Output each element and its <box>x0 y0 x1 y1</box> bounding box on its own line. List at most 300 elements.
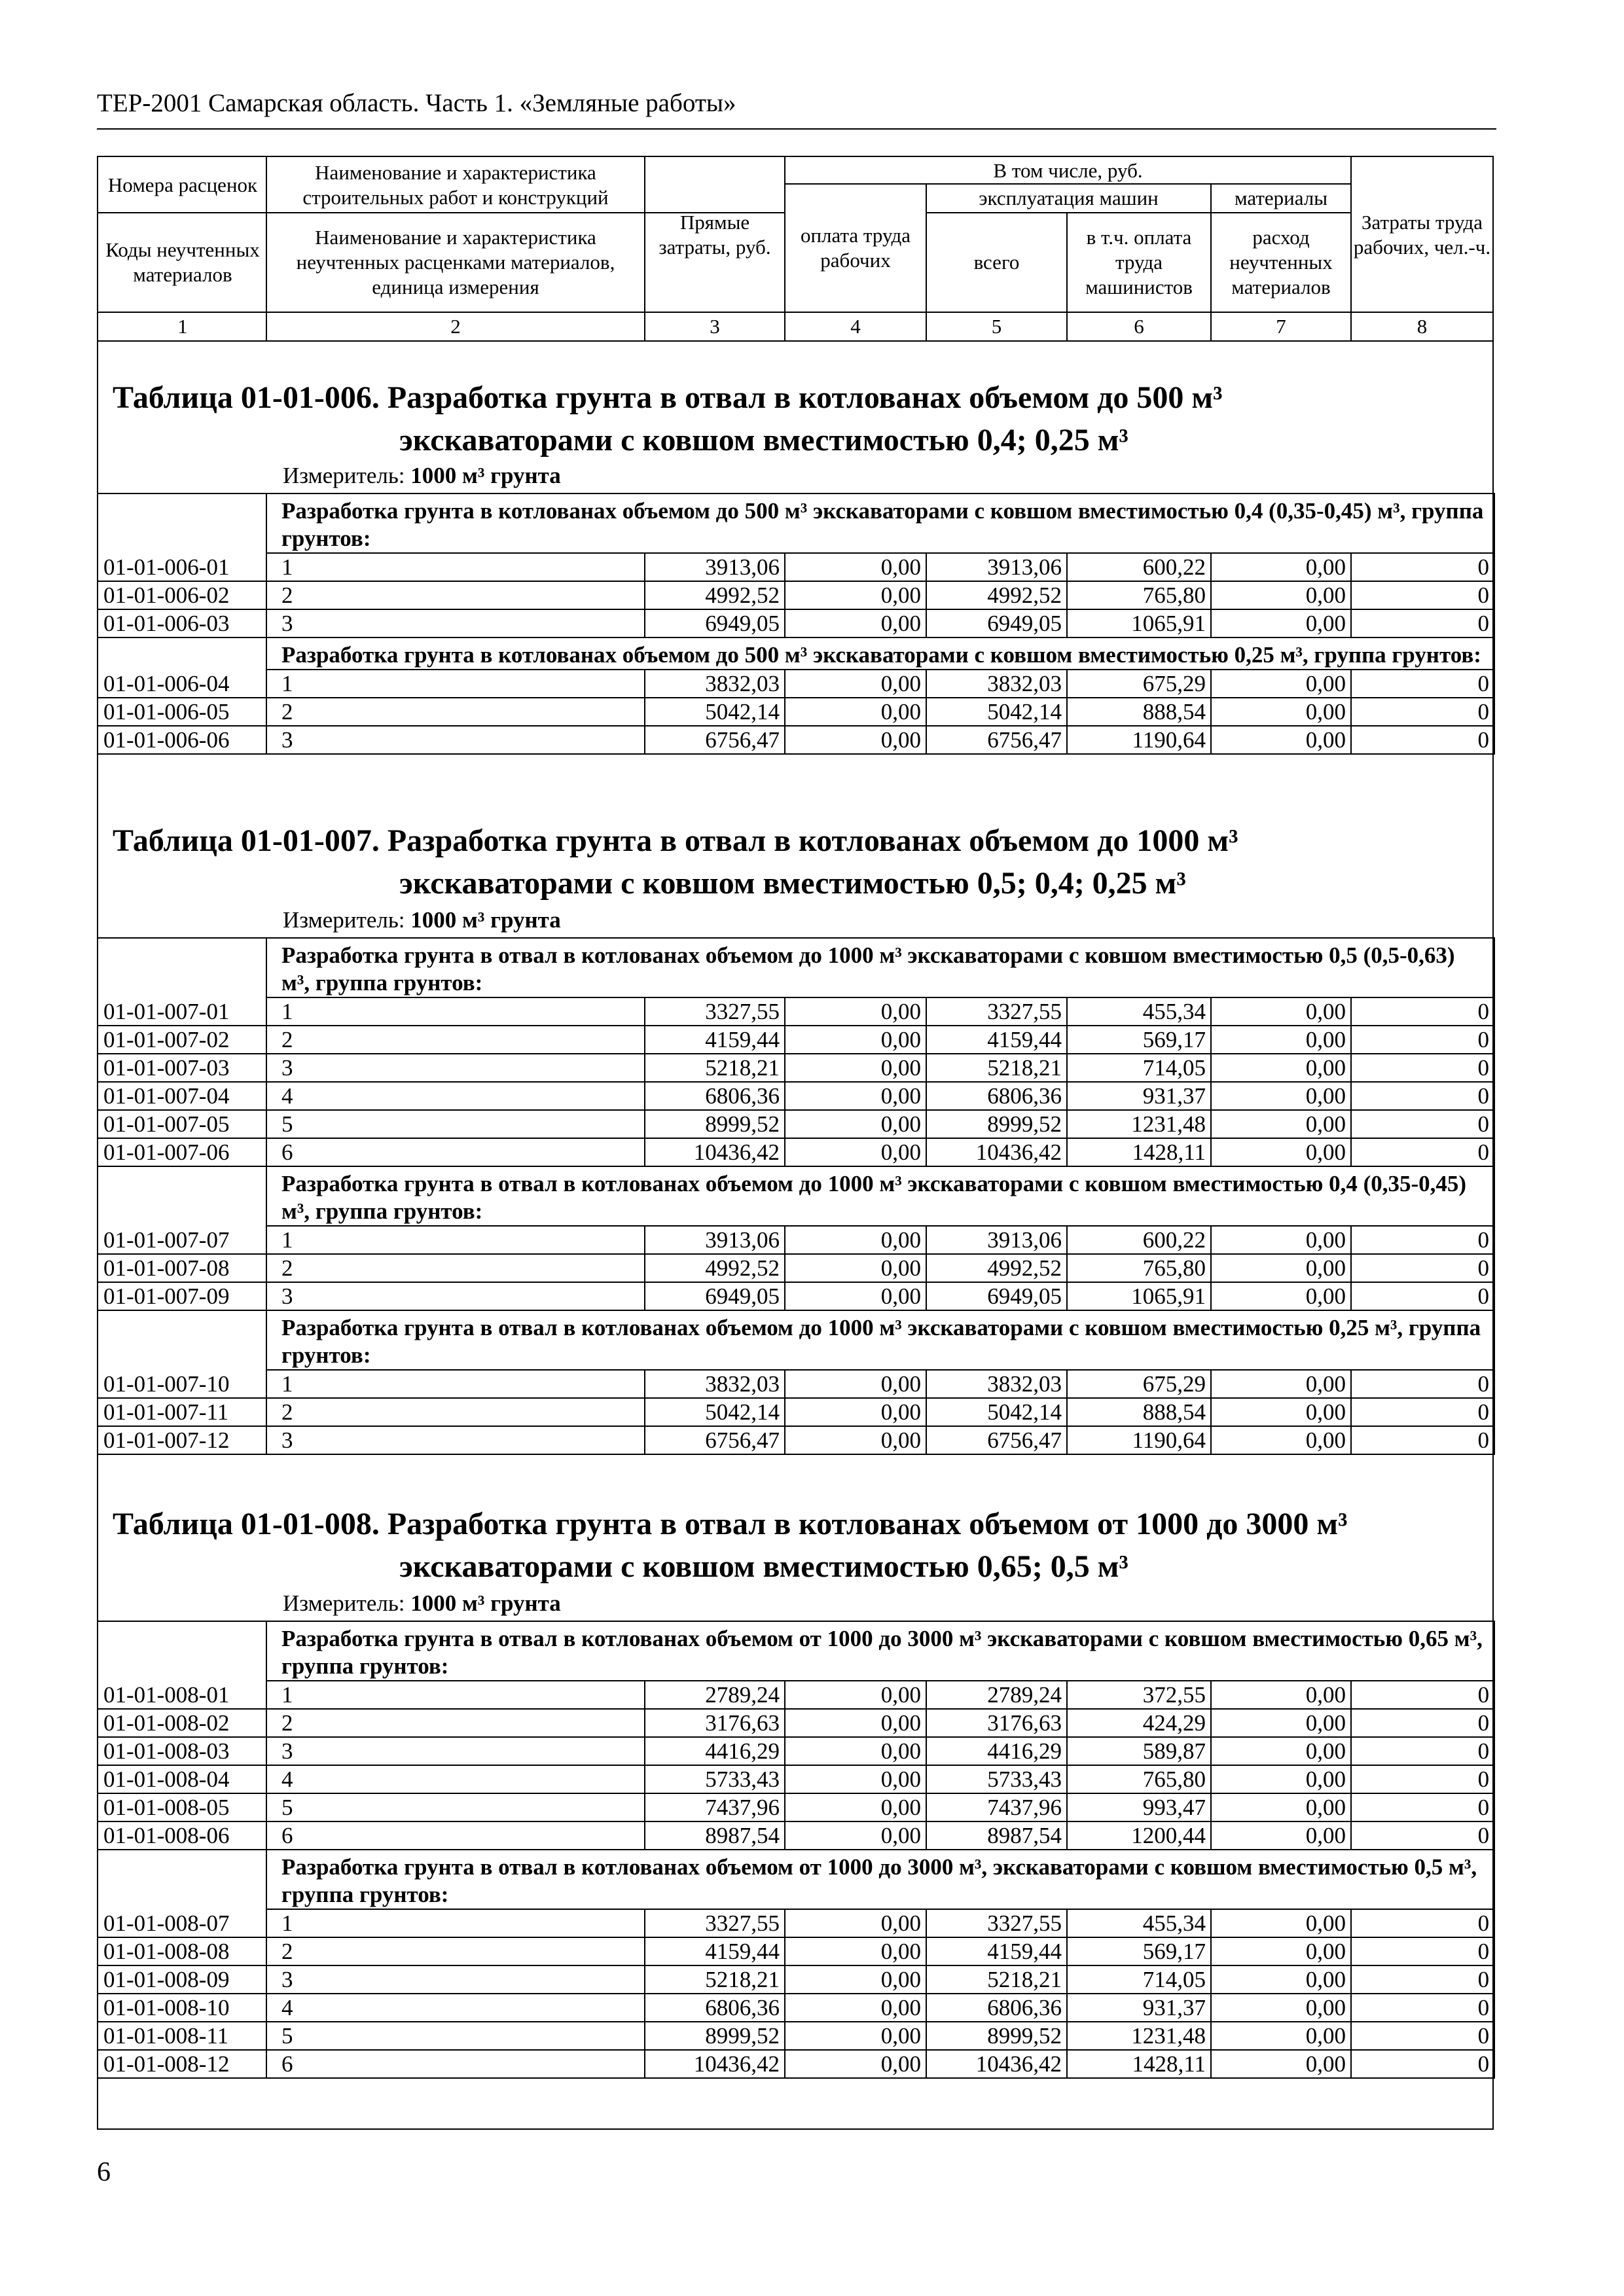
subsection-code-cell <box>98 637 266 670</box>
soil-group: 6 <box>266 1138 645 1166</box>
rate-row <box>98 1426 1494 1454</box>
soil-group: 1 <box>266 1681 645 1709</box>
col-number: 5 <box>991 315 1002 338</box>
rate-value: 0 <box>1351 1994 1494 2022</box>
rate-value: 455,34 <box>1067 997 1211 1026</box>
rate-code: 01-01-006-03 <box>98 609 266 637</box>
measure-line <box>283 908 561 931</box>
rate-value: 0 <box>1351 1226 1494 1254</box>
rate-row <box>98 553 1494 581</box>
soil-group: 5 <box>266 1110 645 1138</box>
soil-group: 2 <box>266 1937 645 1965</box>
rate-row <box>98 581 1494 609</box>
rate-value: 0 <box>1351 1965 1494 1994</box>
machines-header: эксплуатация машин <box>979 187 1159 210</box>
rate-row <box>98 1909 1494 1937</box>
rate-code: 01-01-008-01 <box>98 1681 266 1709</box>
rate-value: 5218,21 <box>645 1054 785 1082</box>
rate-section <box>97 937 1494 1455</box>
soil-group: 1 <box>266 1226 645 1254</box>
rate-value: 4992,52 <box>645 1254 785 1282</box>
rate-value: 0,00 <box>785 1765 926 1793</box>
rate-value: 0 <box>1351 609 1494 637</box>
page-number: 6 <box>97 2157 111 2187</box>
rate-value: 1065,91 <box>1067 1282 1211 1310</box>
rate-code: 01-01-007-03 <box>98 1054 266 1082</box>
rate-value: 8999,52 <box>645 1110 785 1138</box>
rate-code: 01-01-008-10 <box>98 1994 266 2022</box>
rate-row <box>98 1138 1494 1166</box>
rate-value: 6949,05 <box>645 609 785 637</box>
rate-value: 0,00 <box>785 609 926 637</box>
col2-header-bottom: Наименование и характеристика неучтенных расценками материалов, единица измерения <box>296 226 615 298</box>
table-title <box>113 819 1238 905</box>
col7-header: расход неучтенных материалов <box>1229 226 1333 298</box>
rate-value: 0 <box>1351 2022 1494 2050</box>
table-title-line1: Таблица 01-01-006. Разработка грунта в отвал в котлованах объемом до 500 м³ <box>113 380 1223 415</box>
rate-value: 3327,55 <box>645 997 785 1026</box>
rate-value: 0,00 <box>785 1254 926 1282</box>
rate-value: 0,00 <box>1211 1082 1351 1110</box>
rate-value: 0 <box>1351 1054 1494 1082</box>
soil-group: 5 <box>266 1793 645 1821</box>
rate-value: 0,00 <box>785 1282 926 1310</box>
rate-code: 01-01-007-05 <box>98 1110 266 1138</box>
rate-row <box>98 1821 1494 1850</box>
rate-value: 0 <box>1351 726 1494 754</box>
rate-value: 1065,91 <box>1067 609 1211 637</box>
table-title-line1: Таблица 01-01-007. Разработка грунта в отвал в котлованах объемом до 1000 м³ <box>113 823 1238 858</box>
rate-value: 2789,24 <box>645 1681 785 1709</box>
rate-value: 372,55 <box>1067 1681 1211 1709</box>
rate-code: 01-01-008-06 <box>98 1821 266 1850</box>
rate-value: 3327,55 <box>926 997 1067 1026</box>
rate-value: 0,00 <box>785 1370 926 1398</box>
soil-group: 1 <box>266 1370 645 1398</box>
rate-value: 0 <box>1351 997 1494 1026</box>
table-title-line2: экскаваторами с ковшом вместимостью 0,4; 0,25 м³ <box>399 423 1128 458</box>
soil-group: 2 <box>266 1254 645 1282</box>
soil-group: 4 <box>266 1994 645 2022</box>
rate-value: 1428,11 <box>1067 1138 1211 1166</box>
rate-value: 0 <box>1351 1254 1494 1282</box>
rate-value: 0 <box>1351 1709 1494 1737</box>
col-number: 8 <box>1416 315 1428 338</box>
col5-header: всего <box>973 251 1020 274</box>
rate-value: 0,00 <box>785 1709 926 1737</box>
subsection-row <box>98 493 1494 553</box>
rate-value: 0,00 <box>785 1909 926 1937</box>
rate-value: 5218,21 <box>645 1965 785 1994</box>
rate-value: 5042,14 <box>645 1398 785 1426</box>
rate-value: 6756,47 <box>926 1426 1067 1454</box>
rate-code: 01-01-008-04 <box>98 1765 266 1793</box>
rate-value: 0,00 <box>1211 1026 1351 1054</box>
rate-row <box>98 2050 1494 2078</box>
subsection-title: Разработка грунта в отвал в котлованах объемом от 1000 до 3000 м³, экскаваторами с ковшом вместимостью 0,5 м³, группа грунтов: <box>266 1850 1494 1909</box>
rate-value: 3176,63 <box>926 1709 1067 1737</box>
table-title <box>113 376 1223 462</box>
soil-group: 1 <box>266 997 645 1026</box>
soil-group: 1 <box>266 553 645 581</box>
soil-group: 2 <box>266 581 645 609</box>
col1-header-top: Номера расценок <box>107 173 258 197</box>
rate-value: 4159,44 <box>645 1026 785 1054</box>
soil-group: 4 <box>266 1082 645 1110</box>
rate-value: 0 <box>1351 1793 1494 1821</box>
rate-value: 0 <box>1351 1282 1494 1310</box>
rate-value: 0,00 <box>785 698 926 726</box>
col6-header: в т.ч. оплата труда машинистов <box>1085 226 1193 298</box>
rate-value: 5042,14 <box>926 698 1067 726</box>
rate-value: 0,00 <box>1211 1709 1351 1737</box>
rate-code: 01-01-008-12 <box>98 2050 266 2078</box>
rate-row <box>98 1110 1494 1138</box>
col4-header: оплата труда рабочих <box>800 224 911 272</box>
rate-value: 6949,05 <box>926 609 1067 637</box>
subsection-title: Разработка грунта в отвал в котлованах объемом до 1000 м³ экскаваторами с ковшом вместимостью 0,5 (0,5-0,63) м³, группа грунтов: <box>266 938 1494 997</box>
rate-value: 10436,42 <box>926 1138 1067 1166</box>
rate-value: 0,00 <box>785 581 926 609</box>
soil-group: 3 <box>266 1426 645 1454</box>
rate-value: 1200,44 <box>1067 1821 1211 1850</box>
rate-value: 6806,36 <box>645 1082 785 1110</box>
rate-value: 0 <box>1351 1937 1494 1965</box>
rate-value: 1428,11 <box>1067 2050 1211 2078</box>
rate-value: 765,80 <box>1067 1765 1211 1793</box>
rate-value: 3832,03 <box>926 1370 1067 1398</box>
rate-value: 0 <box>1351 1138 1494 1166</box>
measure-value: 1000 м³ грунта <box>410 463 561 488</box>
rate-value: 569,17 <box>1067 1937 1211 1965</box>
rate-value: 6806,36 <box>926 1994 1067 2022</box>
rate-value: 0 <box>1351 1026 1494 1054</box>
soil-group: 4 <box>266 1765 645 1793</box>
measure-label: Измеритель: <box>283 463 405 488</box>
rate-value: 6756,47 <box>926 726 1067 754</box>
col2-header-top: Наименование и характеристика строительных работ и конструкций <box>302 161 609 209</box>
rate-value: 6756,47 <box>645 1426 785 1454</box>
rate-value: 0 <box>1351 1110 1494 1138</box>
rate-value: 765,80 <box>1067 1254 1211 1282</box>
rate-value: 0,00 <box>1211 670 1351 698</box>
soil-group: 3 <box>266 609 645 637</box>
rate-value: 0,00 <box>1211 609 1351 637</box>
rate-value: 455,34 <box>1067 1909 1211 1937</box>
soil-group: 1 <box>266 670 645 698</box>
rate-value: 424,29 <box>1067 1709 1211 1737</box>
rate-value: 0,00 <box>785 1681 926 1709</box>
rate-value: 0 <box>1351 1681 1494 1709</box>
rate-code: 01-01-006-01 <box>98 553 266 581</box>
subsection-code-cell <box>98 938 266 997</box>
rate-value: 3832,03 <box>926 670 1067 698</box>
subsection-title: Разработка грунта в котлованах объемом до 500 м³ экскаваторами с ковшом вместимостью 0,4 (0,35-0,45) м³, группа грунтов: <box>266 493 1494 553</box>
rate-value: 888,54 <box>1067 698 1211 726</box>
col-number: 4 <box>850 315 861 338</box>
subsection-row <box>98 1310 1494 1370</box>
rate-code: 01-01-007-06 <box>98 1138 266 1166</box>
soil-group: 2 <box>266 1398 645 1426</box>
rate-value: 0 <box>1351 1909 1494 1937</box>
subsection-row <box>98 1166 1494 1226</box>
rate-value: 5218,21 <box>926 1054 1067 1082</box>
rate-row <box>98 670 1494 698</box>
rate-value: 993,47 <box>1067 1793 1211 1821</box>
rate-value: 3832,03 <box>645 1370 785 1398</box>
rate-code: 01-01-008-03 <box>98 1737 266 1765</box>
soil-group: 5 <box>266 2022 645 2050</box>
rate-code: 01-01-006-05 <box>98 698 266 726</box>
rate-value: 0,00 <box>1211 2050 1351 2078</box>
col-number: 2 <box>450 315 461 338</box>
rate-value: 0,00 <box>1211 1254 1351 1282</box>
measure-value: 1000 м³ грунта <box>410 907 561 933</box>
rate-value: 0,00 <box>1211 1226 1351 1254</box>
rate-value: 0,00 <box>785 1737 926 1765</box>
rate-row <box>98 1054 1494 1082</box>
rate-value: 931,37 <box>1067 1082 1211 1110</box>
rate-code: 01-01-007-01 <box>98 997 266 1026</box>
rate-value: 10436,42 <box>645 1138 785 1166</box>
soil-group: 2 <box>266 1026 645 1054</box>
rate-row <box>98 1737 1494 1765</box>
rate-value: 0,00 <box>785 1793 926 1821</box>
col-number: 6 <box>1134 315 1144 338</box>
col-number: 1 <box>177 315 188 338</box>
rate-value: 0 <box>1351 1426 1494 1454</box>
col8-header: Затраты труда рабочих, чел.-ч. <box>1353 211 1491 259</box>
rate-value: 0,00 <box>785 2050 926 2078</box>
rate-row <box>98 1965 1494 1994</box>
rate-value: 3327,55 <box>645 1909 785 1937</box>
subsection-row <box>98 1621 1494 1681</box>
rate-row <box>98 609 1494 637</box>
rate-code: 01-01-007-02 <box>98 1026 266 1054</box>
rate-value: 0 <box>1351 698 1494 726</box>
rate-value: 0,00 <box>785 670 926 698</box>
rate-value: 5218,21 <box>926 1965 1067 1994</box>
rate-value: 0 <box>1351 1370 1494 1398</box>
rate-value: 600,22 <box>1067 553 1211 581</box>
rate-row <box>98 1793 1494 1821</box>
rate-value: 931,37 <box>1067 1994 1211 2022</box>
rate-section <box>97 1621 1494 2079</box>
rate-row <box>98 1765 1494 1793</box>
rate-value: 0,00 <box>1211 2022 1351 2050</box>
group-header: В том числе, руб. <box>993 159 1143 183</box>
header-rule <box>97 128 1496 130</box>
rate-code: 01-01-008-05 <box>98 1793 266 1821</box>
rate-value: 0,00 <box>785 553 926 581</box>
subsection-code-cell <box>98 1621 266 1681</box>
subsection-title: Разработка грунта в отвал в котлованах объемом до 1000 м³ экскаваторами с ковшом вместимостью 0,25 м³, группа грунтов: <box>266 1310 1494 1370</box>
rate-value: 0,00 <box>1211 1909 1351 1937</box>
rate-value: 0,00 <box>785 1965 926 1994</box>
rate-value: 0 <box>1351 1082 1494 1110</box>
subsection-title: Разработка грунта в отвал в котлованах объемом до 1000 м³ экскаваторами с ковшом вместимостью 0,4 (0,35-0,45) м³, группа грунтов: <box>266 1166 1494 1226</box>
subsection-row <box>98 637 1494 670</box>
rate-row <box>98 726 1494 754</box>
table-title <box>113 1503 1347 1588</box>
materials-header: материалы <box>1234 187 1328 210</box>
rate-value: 0,00 <box>1211 1110 1351 1138</box>
rate-section <box>97 493 1494 755</box>
rate-value: 7437,96 <box>926 1793 1067 1821</box>
rate-value: 6756,47 <box>645 726 785 754</box>
soil-group: 2 <box>266 698 645 726</box>
subsection-row <box>98 1850 1494 1909</box>
rate-value: 0,00 <box>1211 1681 1351 1709</box>
running-header: ТЕР-2001 Самарская область. Часть 1. «Земляные работы» <box>97 89 736 117</box>
rate-row <box>98 1226 1494 1254</box>
soil-group: 3 <box>266 726 645 754</box>
rate-row <box>98 1282 1494 1310</box>
rate-value: 8987,54 <box>645 1821 785 1850</box>
rate-value: 0,00 <box>1211 553 1351 581</box>
table-title-line2: экскаваторами с ковшом вместимостью 0,65; 0,5 м³ <box>399 1549 1128 1585</box>
rate-code: 01-01-007-12 <box>98 1426 266 1454</box>
rate-value: 0 <box>1351 1737 1494 1765</box>
col3-header: Прямые затраты, руб. <box>659 211 771 259</box>
rate-value: 714,05 <box>1067 1054 1211 1082</box>
rate-value: 8999,52 <box>926 1110 1067 1138</box>
column-header <box>97 156 1494 342</box>
rate-value: 3913,06 <box>926 553 1067 581</box>
rate-value: 1231,48 <box>1067 2022 1211 2050</box>
col-number: 7 <box>1276 315 1286 338</box>
rate-value: 888,54 <box>1067 1398 1211 1426</box>
rate-value: 0,00 <box>1211 1054 1351 1082</box>
rate-value: 0,00 <box>1211 726 1351 754</box>
rate-value: 0,00 <box>785 1110 926 1138</box>
soil-group: 1 <box>266 1909 645 1937</box>
rate-value: 8987,54 <box>926 1821 1067 1850</box>
rate-value: 589,87 <box>1067 1737 1211 1765</box>
rate-row <box>98 1937 1494 1965</box>
rate-value: 0,00 <box>1211 1398 1351 1426</box>
subsection-title: Разработка грунта в котлованах объемом до 500 м³ экскаваторами с ковшом вместимостью 0,25 м³, группа грунтов: <box>266 637 1494 670</box>
soil-group: 3 <box>266 1737 645 1765</box>
rate-value: 0 <box>1351 1765 1494 1793</box>
rate-code: 01-01-008-11 <box>98 2022 266 2050</box>
rate-value: 5733,43 <box>926 1765 1067 1793</box>
subsection-code-cell <box>98 493 266 553</box>
rate-value: 3176,63 <box>645 1709 785 1737</box>
soil-group: 6 <box>266 1821 645 1850</box>
rate-value: 8999,52 <box>645 2022 785 2050</box>
rate-code: 01-01-008-02 <box>98 1709 266 1737</box>
rate-value: 0,00 <box>785 2022 926 2050</box>
rate-value: 0,00 <box>785 1054 926 1082</box>
rate-code: 01-01-006-02 <box>98 581 266 609</box>
rate-value: 4992,52 <box>645 581 785 609</box>
rate-value: 4159,44 <box>926 1026 1067 1054</box>
rate-value: 10436,42 <box>645 2050 785 2078</box>
rate-table <box>97 937 1495 1455</box>
rate-value: 4992,52 <box>926 581 1067 609</box>
rate-row <box>98 1709 1494 1737</box>
subsection-code-cell <box>98 1310 266 1370</box>
rate-value: 0 <box>1351 670 1494 698</box>
rate-value: 6806,36 <box>645 1994 785 2022</box>
rate-value: 0,00 <box>785 1226 926 1254</box>
rate-value: 0,00 <box>785 1426 926 1454</box>
rate-value: 8999,52 <box>926 2022 1067 2050</box>
rate-value: 0,00 <box>785 1398 926 1426</box>
rate-value: 765,80 <box>1067 581 1211 609</box>
col-number: 3 <box>710 315 720 338</box>
rate-value: 0 <box>1351 1821 1494 1850</box>
rate-code: 01-01-007-04 <box>98 1082 266 1110</box>
rate-value: 4159,44 <box>645 1937 785 1965</box>
rate-value: 675,29 <box>1067 670 1211 698</box>
rate-code: 01-01-006-04 <box>98 670 266 698</box>
rate-code: 01-01-007-10 <box>98 1370 266 1398</box>
rate-value: 1231,48 <box>1067 1110 1211 1138</box>
rate-value: 4159,44 <box>926 1937 1067 1965</box>
rate-code: 01-01-007-11 <box>98 1398 266 1426</box>
subsection-title: Разработка грунта в отвал в котлованах объемом от 1000 до 3000 м³ экскаваторами с ковшом вместимостью 0,65 м³, группа грунтов: <box>266 1621 1494 1681</box>
rate-row <box>98 1082 1494 1110</box>
rate-value: 0,00 <box>785 1994 926 2022</box>
rate-value: 6949,05 <box>926 1282 1067 1310</box>
rate-value: 3913,06 <box>926 1226 1067 1254</box>
rate-value: 0,00 <box>1211 581 1351 609</box>
rate-value: 4992,52 <box>926 1254 1067 1282</box>
rate-row <box>98 1994 1494 2022</box>
measure-label: Измеритель: <box>283 907 405 933</box>
rate-code: 01-01-008-08 <box>98 1937 266 1965</box>
table-title-line2: экскаваторами с ковшом вместимостью 0,5; 0,4; 0,25 м³ <box>399 866 1186 901</box>
measure-line <box>283 1592 561 1615</box>
rate-value: 5733,43 <box>645 1765 785 1793</box>
rate-code: 01-01-007-08 <box>98 1254 266 1282</box>
rate-row <box>98 1026 1494 1054</box>
rate-value: 3913,06 <box>645 553 785 581</box>
rate-row <box>98 1254 1494 1282</box>
table-title-line1: Таблица 01-01-008. Разработка грунта в отвал в котлованах объемом от 1000 до 3000 м³ <box>113 1507 1348 1541</box>
rate-row <box>98 1681 1494 1709</box>
rate-value: 1190,64 <box>1067 726 1211 754</box>
rate-table <box>97 493 1495 755</box>
rate-value: 6949,05 <box>645 1282 785 1310</box>
rate-value: 0,00 <box>785 1821 926 1850</box>
rate-value: 0,00 <box>785 726 926 754</box>
soil-group: 3 <box>266 1054 645 1082</box>
rate-value: 3327,55 <box>926 1909 1067 1937</box>
rate-value: 0,00 <box>1211 1765 1351 1793</box>
rate-value: 0 <box>1351 1398 1494 1426</box>
rate-value: 0,00 <box>1211 1965 1351 1994</box>
measure-line <box>283 464 561 487</box>
rate-code: 01-01-008-09 <box>98 1965 266 1994</box>
soil-group: 6 <box>266 2050 645 2078</box>
rate-row <box>98 1370 1494 1398</box>
rate-value: 6806,36 <box>926 1082 1067 1110</box>
rate-value: 0,00 <box>1211 1282 1351 1310</box>
rate-value: 0,00 <box>1211 1994 1351 2022</box>
rate-value: 0,00 <box>785 1138 926 1166</box>
subsection-code-cell <box>98 1166 266 1226</box>
rate-value: 714,05 <box>1067 1965 1211 1994</box>
rate-value: 10436,42 <box>926 2050 1067 2078</box>
col1-header-bottom: Коды неучтенных материалов <box>105 238 260 286</box>
rate-value: 0,00 <box>1211 1426 1351 1454</box>
rate-code: 01-01-007-07 <box>98 1226 266 1254</box>
rate-value: 0,00 <box>1211 1138 1351 1166</box>
rate-code: 01-01-006-06 <box>98 726 266 754</box>
